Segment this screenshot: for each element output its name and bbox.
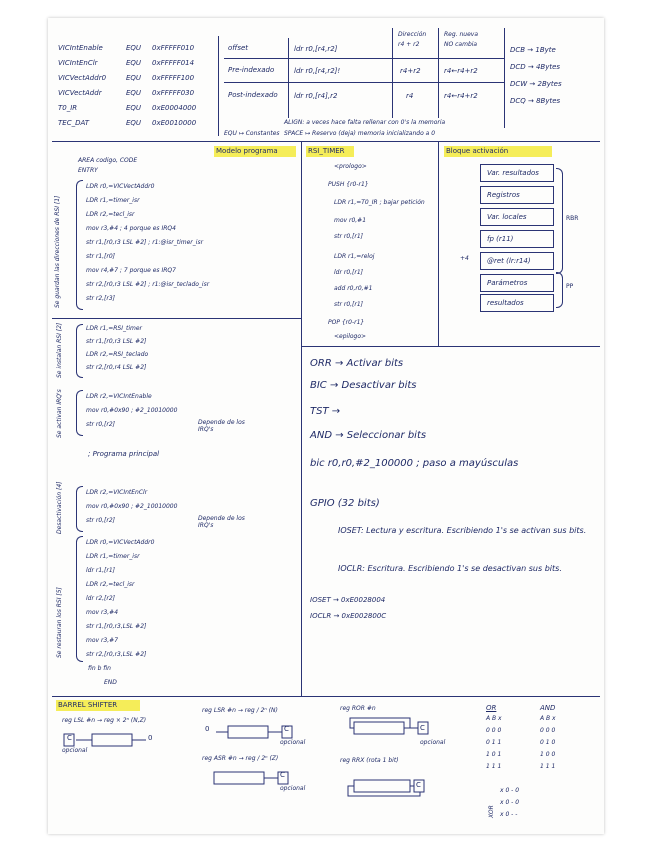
stack-cell: resultados <box>480 294 554 312</box>
section-divider <box>52 318 301 319</box>
code-line: str r2,[r0,r3 LSL #2] ; r1:@isr_teclado_isr <box>86 281 210 288</box>
code-line: LDR r2,=VICIntEnable <box>86 393 152 400</box>
code-line: LDR r2,=tecl_isr <box>86 581 135 588</box>
code-line: LDR r2,=RSI_teclado <box>86 351 149 358</box>
addr-reg: r4←r4+r2 <box>444 67 478 75</box>
brace <box>76 324 83 378</box>
bits-line: BIC → Desactivar bits <box>310 380 417 391</box>
code-line: LDR r1,=reloj <box>334 253 375 260</box>
table-row: x 0 - - <box>500 811 518 818</box>
equ-op: EQU <box>126 104 142 112</box>
table-rule <box>288 38 289 118</box>
bits-line: bic r0,r0,#2_100000 ; paso a mayúsculas <box>310 458 519 469</box>
col-header: Reg. nueva <box>444 31 479 38</box>
code-line: ldr r2,[r2] <box>86 595 116 602</box>
code-line: mov r4,#7 ; 7 porque es IRQ7 <box>86 267 176 274</box>
stack-cell: Registros <box>480 186 554 204</box>
equ-val: 0xFFFFF014 <box>152 59 195 67</box>
code-line: str r0,[r1] <box>334 233 364 240</box>
code-line: str r0,[r2] <box>86 421 116 428</box>
code-line: LDR r1,=RSI_timer <box>86 325 143 332</box>
rrx-diagram <box>344 772 454 798</box>
table-row: 0 1 1 <box>486 739 502 746</box>
activation-stack <box>480 164 554 308</box>
opcional-label: opcional <box>280 739 306 746</box>
rbr-label: RBR <box>566 215 579 222</box>
brace <box>556 272 563 308</box>
table-rule <box>438 28 439 118</box>
equ-op: EQU <box>126 44 142 52</box>
table-head: A B x <box>486 715 502 722</box>
shift-label: reg ROR #n <box>340 705 376 712</box>
code-line: str r0,[r1] <box>334 301 364 308</box>
table-title: AND <box>540 704 556 712</box>
code-line: ldr r1,[r1] <box>86 567 116 574</box>
shift-label: reg RRX (rota 1 bit) <box>340 757 399 764</box>
carry-cell: C <box>280 771 285 779</box>
header-divider <box>504 28 505 128</box>
bloque-title: Bloque activación <box>446 147 509 155</box>
addr-instr: ldr r0,[r4,r2] <box>294 45 338 53</box>
stack-cell: Parámetros <box>480 274 554 292</box>
opcional-label: opcional <box>62 747 88 754</box>
code-line: str r1,[r0,r3 LSL #2] <box>86 338 147 345</box>
addr-instr: ldr r0,[r4],r2 <box>294 92 338 100</box>
table-title: OR <box>486 704 497 712</box>
addr-dir: r4+r2 <box>400 67 421 75</box>
stack-cell: Var. resultados <box>480 164 554 182</box>
code-line: <prologo> <box>334 163 367 170</box>
code-line: mov r0,#0x90 ; #2_10010000 <box>86 503 178 510</box>
equ-op: EQU <box>126 59 142 67</box>
addr-mode: Pre-indexado <box>228 66 275 74</box>
equ-val: 0xE0010000 <box>152 119 197 127</box>
align-note: ALIGN: a veces hace falta rellenar con 0's la memoria <box>284 119 446 126</box>
brace <box>76 180 83 310</box>
code-line: <epilogo> <box>334 333 367 340</box>
table-row: 1 1 1 <box>540 763 556 770</box>
zero-in: 0 <box>148 734 153 742</box>
addr-instr: ldr r0,[r4,r2]! <box>294 67 341 75</box>
table-rule <box>224 58 504 59</box>
stack-cell: fp (r11) <box>480 230 554 248</box>
table-row: 1 0 0 <box>540 751 556 758</box>
brace <box>76 390 83 436</box>
stack-cell: @ret (lr:r14) <box>480 252 554 270</box>
table-rule <box>392 28 393 118</box>
brace <box>556 168 563 274</box>
equ-name: VICVectAddr <box>58 89 102 97</box>
code-line: str r2,[r0,r3,LSL #2] <box>86 651 147 658</box>
code-line: mov r3,#4 <box>86 609 119 616</box>
opcional-label: opcional <box>280 785 306 792</box>
code-line: ldr r0,[r1] <box>334 269 364 276</box>
code-line: LDR r2,=tecl_isr <box>86 211 135 218</box>
table-head: A B x <box>540 715 556 722</box>
end-line: fin b fin <box>88 665 111 672</box>
code-line: str r2,[r3] <box>86 295 116 302</box>
zero-in: 0 <box>205 725 210 733</box>
section-label: Se activan IRQ's <box>56 389 63 438</box>
gpio-addr: IOSET → 0xE0028004 <box>310 596 386 604</box>
equ-val: 0xFFFFF010 <box>152 44 195 52</box>
barrel-title: BARREL SHIFTER <box>58 701 118 709</box>
table-row: 0 0 0 <box>540 727 556 734</box>
code-line: LDR r1,=timer_isr <box>86 197 140 204</box>
equ-name: VICVectAddr0 <box>58 74 107 82</box>
table-row: x 0 - 0 <box>500 799 520 806</box>
code-line: str r1,[r0,r3,LSL #2] <box>86 623 147 630</box>
section-divider <box>52 696 600 697</box>
addr-mode: Post-indexado <box>228 91 278 99</box>
code-line: mov r0,#1 <box>334 217 367 224</box>
size-item: DCB → 1Byte <box>510 46 556 54</box>
code-line: LDR r0,=VICVectAddr0 <box>86 183 155 190</box>
section-label: Se guardan las direcciones de RSI [1] <box>54 195 61 308</box>
code-line: PUSH {r0-r1} <box>328 181 369 188</box>
size-item: DCQ → 8Bytes <box>510 97 561 105</box>
gpio-item: IOCLR: Escritura. Escribiendo 1's se desactivan sus bits. <box>338 564 562 573</box>
section-divider <box>301 346 600 347</box>
size-item: DCD → 4Bytes <box>510 63 561 71</box>
code-line: LDR r1,=T0_IR ; bajar petición <box>334 199 425 206</box>
table-row: 1 0 1 <box>486 751 502 758</box>
table-rule <box>224 82 504 83</box>
equ-val: 0xE0004000 <box>152 104 197 112</box>
equ-name: T0_IR <box>58 104 78 112</box>
code-note: Depende de los IRQ's <box>198 419 245 433</box>
opcional-label: opcional <box>420 739 446 746</box>
section-label: Se restauran los RSI [5] <box>56 587 63 658</box>
equ-name: VICIntEnClr <box>58 59 98 67</box>
bits-line: ORR → Activar bits <box>310 358 404 369</box>
shift-label: reg ASR #n → reg / 2ⁿ (Z) <box>202 755 279 762</box>
bits-line: AND → Seleccionar bits <box>310 430 427 441</box>
pp-label: PP <box>566 283 574 290</box>
equ-op: EQU <box>126 74 142 82</box>
addr-reg: r4←r4+r2 <box>444 92 478 100</box>
col-header-sub: NO cambia <box>444 41 478 48</box>
rsi-title: RSI_TIMER <box>308 147 345 155</box>
equ-val: 0xFFFFF030 <box>152 89 195 97</box>
gpio-addr: IOCLR → 0xE002800C <box>310 612 387 620</box>
carry-cell: C <box>416 781 421 789</box>
table-row: 0 1 0 <box>540 739 556 746</box>
col-header: Dirección <box>398 31 427 38</box>
program-label: ; Programa principal <box>88 450 160 458</box>
stack-cell: Var. locales <box>480 208 554 226</box>
code-line: str r2,[r0,r4 LSL #2] <box>86 364 147 371</box>
intro-line: ENTRY <box>78 167 98 174</box>
gpio-title: GPIO (32 bits) <box>310 498 380 509</box>
intro-line: AREA codigo, CODE <box>78 157 138 164</box>
size-item: DCW → 2Bytes <box>510 80 562 88</box>
equ-op: EQU <box>126 89 142 97</box>
column-divider <box>438 141 439 346</box>
equ-name: VICIntEnable <box>58 44 103 52</box>
notes-sheet <box>48 18 604 834</box>
code-line: mov r3,#4 ; 4 porque es IRQ4 <box>86 225 176 232</box>
equ-name: TEC_DAT <box>58 119 90 127</box>
carry-cell: C <box>67 734 72 742</box>
section-label: Se instalan RSI [2] <box>56 322 63 378</box>
code-line: LDR r0,=VICVectAddr0 <box>86 539 155 546</box>
code-line: POP {r0-r1} <box>328 319 365 326</box>
table-row: x 0 - 0 <box>500 787 520 794</box>
code-line: mov r0,#0x90 ; #2_10010000 <box>86 407 178 414</box>
shift-label: reg LSL #n → reg × 2ⁿ (N,Z) <box>62 717 147 724</box>
carry-cell: C <box>420 724 425 732</box>
code-line: str r0,[r2] <box>86 517 116 524</box>
stack-marker: +4 <box>460 255 469 262</box>
bits-line: TST → <box>310 406 341 417</box>
table-row: 1 1 1 <box>486 763 502 770</box>
addr-dir: r4 <box>406 92 414 100</box>
code-line: LDR r2,=VICIntEnClr <box>86 489 148 496</box>
code-line: mov r3,#7 <box>86 637 119 644</box>
col-header-sub: r4 + r2 <box>398 41 420 48</box>
code-line: add r0,r0,#1 <box>334 285 373 292</box>
brace <box>76 536 83 662</box>
equ-op: EQU <box>126 119 142 127</box>
brace <box>76 486 83 532</box>
table-title: XOR <box>488 805 495 818</box>
header-divider <box>218 36 219 136</box>
main-title: Modelo programa <box>216 147 278 155</box>
code-line: str r1,[r0] <box>86 253 116 260</box>
end-line: END <box>104 679 117 686</box>
carry-cell: C <box>284 725 289 733</box>
equ-val: 0xFFFFF100 <box>152 74 195 82</box>
addr-mode: offset <box>228 44 249 52</box>
code-line: LDR r1,=timer_isr <box>86 553 140 560</box>
section-label: Desactivación [4] <box>56 481 63 534</box>
code-line: str r1,[r0,r3 LSL #2] ; r1:@isr_timer_isr <box>86 239 204 246</box>
equ-note: EQU ↦ Constantes <box>224 130 280 137</box>
code-note: Depende de los IRQ's <box>198 515 245 529</box>
column-divider <box>301 141 302 696</box>
space-note: SPACE ↦ Reservo (deja) memoria inicializando a 0 <box>284 130 436 137</box>
gpio-item: IOSET: Lectura y escritura. Escribiendo 1's se activan sus bits. <box>338 526 587 535</box>
table-row: 0 0 0 <box>486 727 502 734</box>
section-divider <box>52 141 600 142</box>
shift-label: reg LSR #n → reg / 2ⁿ (N) <box>202 707 278 714</box>
